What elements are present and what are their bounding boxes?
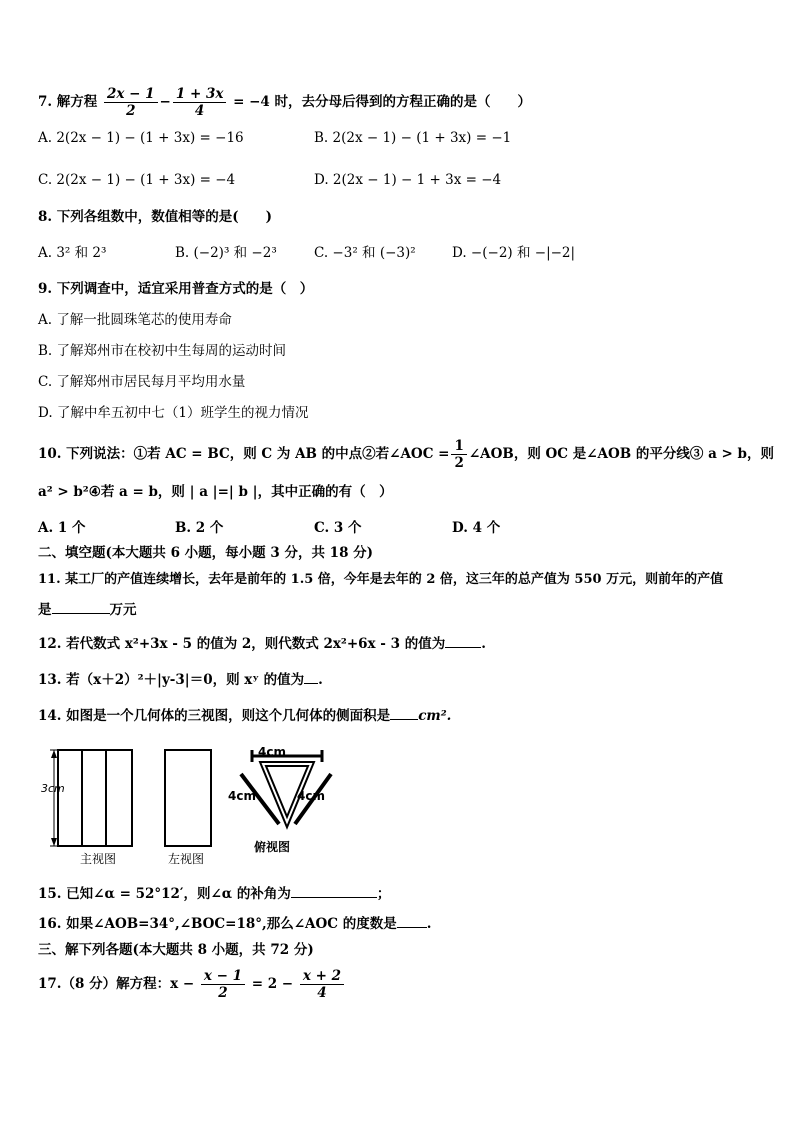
caption-top-view: 俯视图 — [254, 840, 291, 854]
q7-option-d[interactable]: D. 2(2x − 1) − 1 + 3x = −4 — [314, 172, 502, 188]
q7-fraction-1: $\frac{2x - 1}{2}$ — [104, 86, 158, 119]
height-dimension-label: 3cm — [41, 782, 65, 795]
q9-stem: 9. 下列调查中，适宜采用普查方式的是（ ） — [38, 281, 314, 297]
q10-option-b[interactable]: B. 2 个 — [175, 520, 224, 536]
left-view — [165, 750, 211, 846]
three-view-figure — [38, 742, 338, 867]
q15-answer-blank[interactable] — [291, 885, 377, 898]
q9-option-b[interactable]: B. 了解郑州市在校初中生每周的运动时间 — [38, 343, 287, 359]
section-3-heading: 三、解下列各题(本大题共 8 小题，共 72 分) — [38, 942, 314, 958]
section-2-heading: 二、填空题(本大题共 6 小题，每小题 3 分，共 18 分) — [38, 545, 374, 561]
q12-answer-blank[interactable] — [445, 635, 481, 648]
q11-stem-line2: 是 万元 — [38, 602, 137, 618]
q8-option-c[interactable]: C. −3² 和 (−3)² — [314, 245, 416, 261]
q9-option-c[interactable]: C. 了解郑州市居民每月平均用水量 — [38, 374, 246, 390]
right-edge-label: 4cm — [297, 789, 325, 803]
top-view — [241, 750, 331, 824]
q10-stem-line1: 10. 下列说法：①若 AC = BC，则 C 为 AB 的中点②若∠AOC = $\frac{1}{2}$ ∠AOB，则 OC 是∠AOB 的平分线③ a > b，则 — [38, 438, 774, 471]
left-edge-label: 4cm — [228, 789, 256, 803]
caption-front-view: 主视图 — [80, 852, 117, 866]
q10-stem-line2: a² > b²④若 a = b，则 | a |=| b |，其中正确的有（ ） — [38, 484, 393, 500]
q13-stem: 13. 若（x＋2）²＋|y-3|＝0，则 xʸ 的值为 . — [38, 672, 323, 688]
q10-option-c[interactable]: C. 3 个 — [314, 520, 362, 536]
q15-stem: 15. 已知∠α = 52°12′，则∠α 的补角为 ； — [38, 886, 391, 902]
q10-option-d[interactable]: D. 4 个 — [452, 520, 501, 536]
q7-option-c[interactable]: C. 2(2x − 1) − (1 + 3x) = −4 — [38, 172, 236, 188]
q14-stem: 14. 如图是一个几何体的三视图，则这个几何体的侧面积是 cm². — [38, 708, 452, 724]
front-view — [50, 750, 132, 846]
q11-answer-blank[interactable] — [52, 601, 110, 614]
q8-stem: 8. 下列各组数中，数值相等的是( ) — [38, 209, 273, 225]
q13-answer-blank[interactable] — [304, 671, 318, 684]
q10-option-a[interactable]: A. 1 个 — [38, 520, 86, 536]
caption-left-view: 左视图 — [168, 852, 205, 866]
q9-option-d[interactable]: D. 了解中牟五初中七（1）班学生的视力情况 — [38, 405, 309, 421]
q9-option-a[interactable]: A. 了解一批圆珠笔芯的使用寿命 — [38, 312, 232, 328]
q7-option-a[interactable]: A. 2(2x − 1) − (1 + 3x) = −16 — [38, 130, 244, 146]
q8-option-d[interactable]: D. −(−2) 和 −|−2| — [452, 245, 576, 261]
q12-stem: 12. 若代数式 x²+3x - 5 的值为 2，则代数式 2x²+6x - 3 的值为 . — [38, 636, 486, 652]
q14-answer-blank[interactable] — [390, 707, 418, 720]
top-width-label: 4cm — [258, 745, 286, 759]
q16-stem: 16. 如果∠AOB=34°,∠BOC=18°,那么∠AOC 的度数是 . — [38, 916, 432, 932]
q11-stem-line1: 11. 某工厂的产值连续增长，去年是前年的 1.5 倍，今年是去年的 2 倍，这三年的总产值为 550 万元，则前年的产值 — [38, 572, 724, 587]
q7-option-b[interactable]: B. 2(2x − 1) − (1 + 3x) = −1 — [314, 130, 512, 146]
q17-fraction-2: $\frac{x + 2}{4}$ — [300, 968, 344, 1001]
q17-stem: 17.（8 分）解方程：x − $\frac{x - 1}{2}$ = 2 − $\frac{x + 2}{4}$ — [38, 968, 346, 1001]
q7-stem: 7. 解方程 $\frac{2x - 1}{2}$ − $\frac{1 + 3x}{4}$ = −4 时，去分母后得到的方程正确的是（ ） — [38, 86, 532, 119]
q7-fraction-2: $\frac{1 + 3x}{4}$ — [173, 86, 227, 119]
q16-answer-blank[interactable] — [397, 915, 427, 928]
q10-fraction: $\frac{1}{2}$ — [451, 438, 466, 471]
q17-fraction-1: $\frac{x - 1}{2}$ — [201, 968, 245, 1001]
q8-option-b[interactable]: B. (−2)³ 和 −2³ — [175, 245, 277, 261]
q8-option-a[interactable]: A. 3² 和 2³ — [38, 245, 107, 261]
